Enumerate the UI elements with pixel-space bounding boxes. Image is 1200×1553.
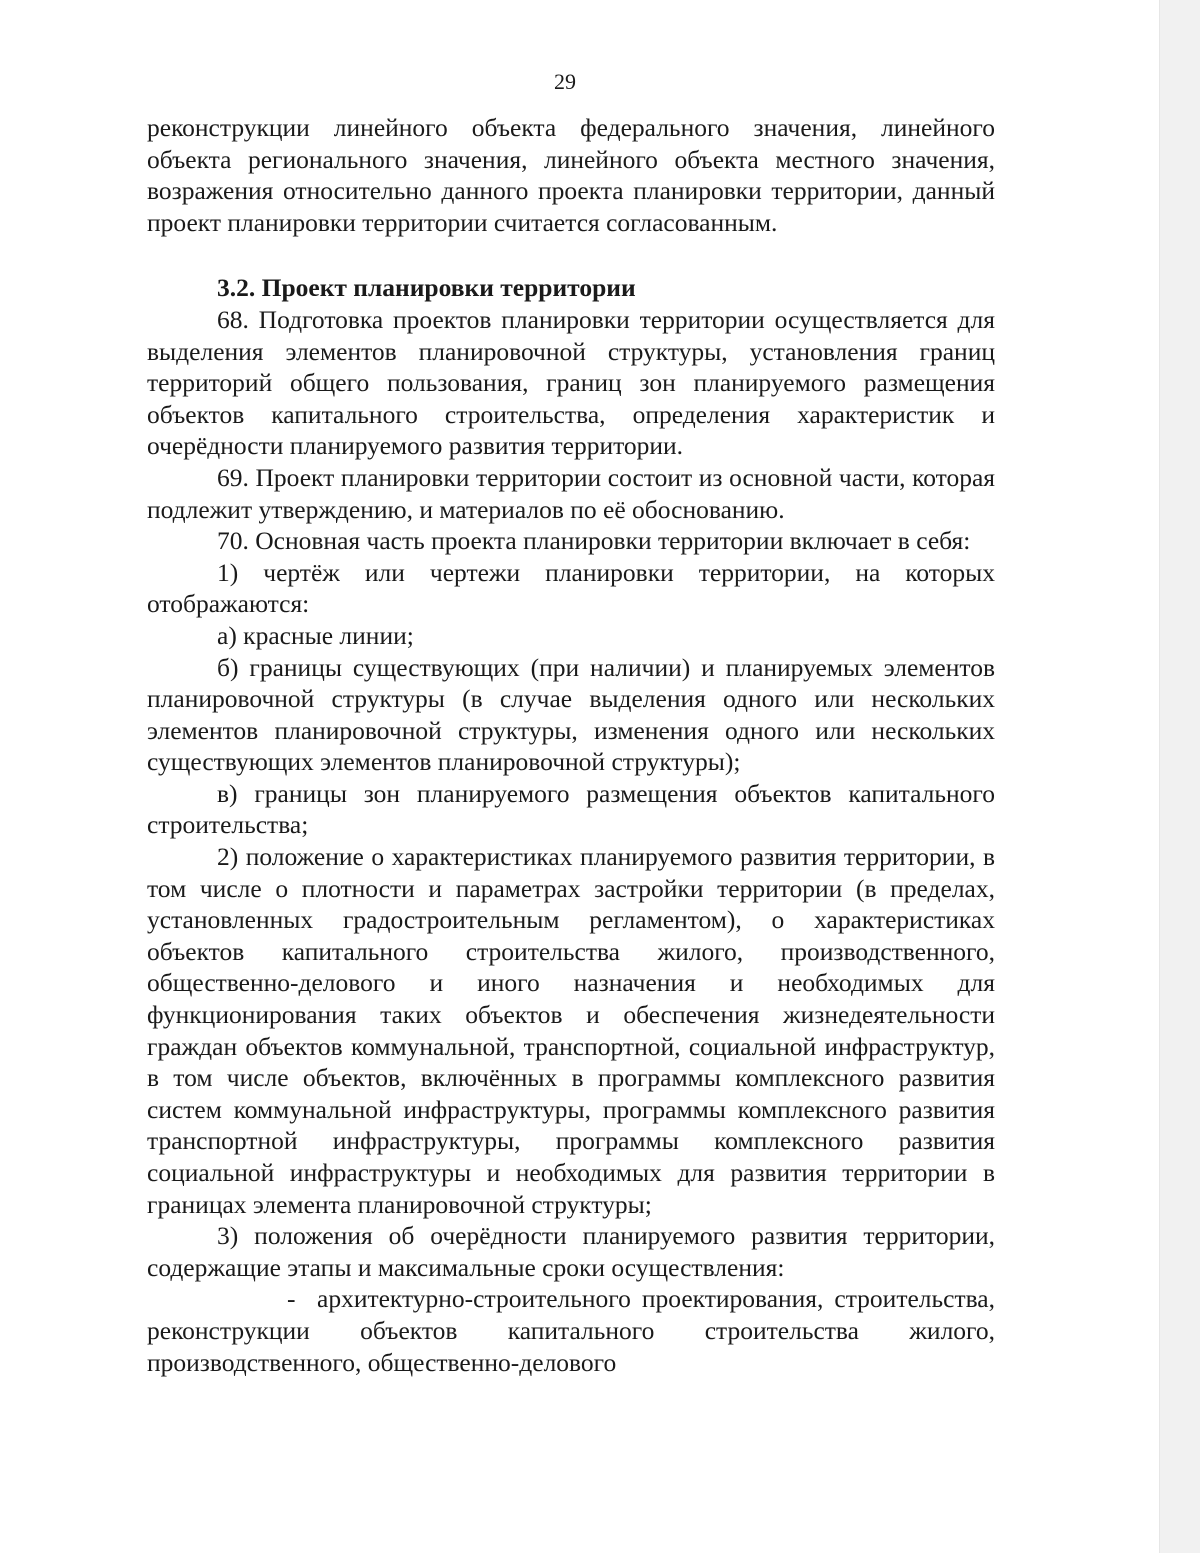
list-item-2: 2) положение о характеристиках планируемого развития территории, в том числе о плотности и параметрах застройки территории (в пределах, установленных градостроительным регламентом), о характеристиках объектов капитального строительства жилого, производственного, общественно-делового и иного назначения и необходимых для функционирования таких объектов и обеспечения жизнедеятельности граждан объектов коммунальной, транспортной, социальной инфраструктур, в том числе объектов, включённых в программы комплексного развития систем коммунальной инфраструктуры, программы комплексного развития транспортной инфраструктуры, программы комплексного развития социальной инфраструктуры и необходимых для развития территории в границах элемента планировочной структуры; [147,842,995,1219]
section-heading: 3.2. Проект планировки территории [217,273,636,303]
list-item-1a: а) красные линии; [217,620,414,650]
list-item-3: 3) положения об очерёдности планируемого развития территории, содержащие этапы и максимальные сроки осуществления: [147,1221,995,1282]
paragraph-69: 69. Проект планировки территории состоит из основной части, которая подлежит утверждению, и материалов по её обоснованию. [147,462,995,524]
paragraph-intro: реконструкции линейного объекта федерального значения, линейного объекта регионального значения, линейного объекта местного значения, возражения относительно данного проекта планировки территории, данный проект планировки территории считается согласованным. [147,113,995,237]
dash-list-item-text: архитектурно-строительного проектирования, строительства, реконструкции объектов капитального строительства жилого, производственного, общественно-делового [147,1284,995,1377]
list-item-1b: б) границы существующих (при наличии) и планируемых элементов планировочной структуры (в случае выделения одного или нескольких элементов планировочной структуры, изменения одного или нескольких существующих элементов планировочной структуры); [147,652,995,777]
list-item-1: 1) чертёж или чертежи планировки территории, на которых отображаются: [147,557,995,619]
page-number: 29 [554,69,576,94]
dash-marker: - [287,1284,296,1314]
dash-list-item [147,1283,995,1378]
paragraph-68: 68. Подготовка проектов планировки территории осуществляется для выделения элементов планировочной структуры, установления границ территорий общего пользования, границ зон планируемого размещения объектов капитального строительства, определения характеристик и очерёдности планируемого развития территории. [147,304,995,461]
list-item-1c: в) границы зон планируемого размещения объектов капитального строительства; [147,778,995,840]
paragraph-70: 70. Основная часть проекта планировки территории включает в себя: [217,526,971,556]
scan-edge [1159,0,1200,1553]
document-body [147,112,995,1378]
